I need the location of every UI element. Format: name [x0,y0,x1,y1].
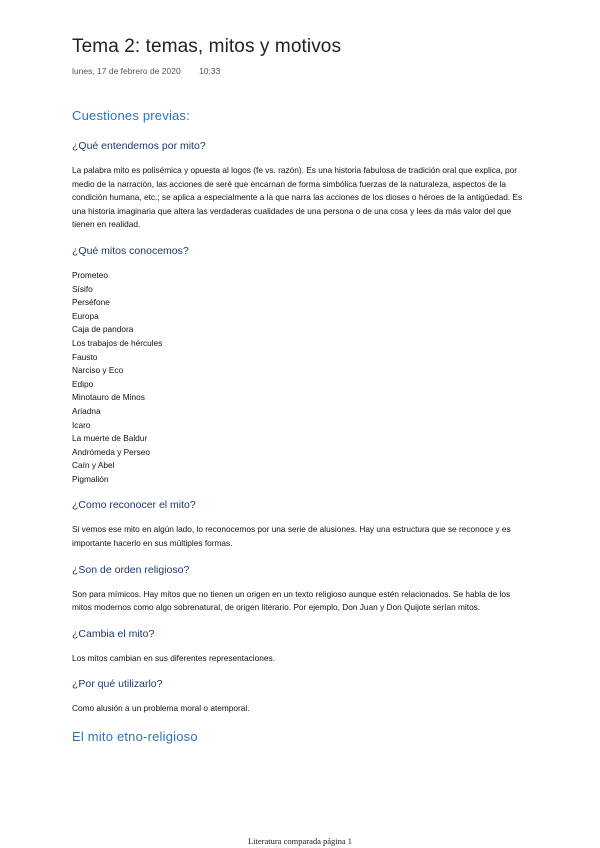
question-heading-6: ¿Por qué utilizarlo? [72,678,163,691]
list-item: Minotauro de Minos [72,392,145,403]
list-item: Icaro [72,419,91,430]
page-date: lunes, 17 de febrero de 2020 [72,66,181,76]
question-answer-4: Son para mímicos. Hay mitos que no tienen un origen en un texto religioso aunque estén relacionados. Se habla de los mitos modernos como algo sobrenatural, de origen literario. Por ejemplo, Don Juan y Don Quijote serían mitos. [72,588,511,613]
question-heading-4: ¿Son de orden religioso? [72,563,190,576]
section-heading-cuestiones: Cuestiones previas: [72,108,190,123]
section-heading-etno: El mito etno-religioso [72,729,198,745]
list-item: Europa [72,310,99,321]
list-item: Narciso y Eco [72,365,124,376]
list-item: Los trabajos de hércules [72,337,163,348]
list-item: Fausto [72,351,98,362]
list-item: La muerte de Baldur [72,433,148,444]
myth-list [72,269,532,487]
question-answer-5: Los mitos cambian en sus diferentes representaciones. [72,652,275,663]
question-heading-1: ¿Qué entendemos por mito? [72,140,206,152]
question-answer-1: La palabra mito es polisémica y opuesta al logos (fe vs. razón). Es una historia fabulosa de tradición oral que explica, por medio de la narración, las acciones de seré que encarnan de forma simbólica fuerzas de la naturaleza, aspectos de la condición humana, etc.; se aplica a especialmente a la que narra las acciones de los dioses o héroes de la antigüedad. Es una historia imaginaria que altera las verdaderas cualidades de una persona o de una cosa y lees da más valor del que tienen en realidad. [72,165,523,230]
list-item: Andrómeda y Perseo [72,446,150,457]
page-time: 10:33 [199,66,221,76]
list-item: Pigmalión [72,473,109,484]
list-item: Sísifo [72,283,93,294]
question-answer-6: Como alusión a un problema moral o atemporal. [72,703,250,714]
question-answer-3: Si vemos ese mito en algún lado, lo reconocemos por una serie de alusiones. Hay una estructura que se reconoce y es importante hacerlo en sus múltiples formas. [72,524,511,549]
page-title: Tema 2: temas, mitos y motivos [72,36,342,57]
page-footer: Literatura comparada página 1 [247,836,353,846]
list-item: Prometeo [72,269,108,280]
question-heading-3: ¿Como reconocer el mito? [72,499,196,512]
question-heading-5: ¿Cambia el mito? [72,627,155,640]
list-item: Edipo [72,378,94,389]
list-item: Perséfone [72,297,110,308]
page-meta [72,66,220,76]
page-content [72,108,532,761]
list-item: Caín y Abel [72,460,115,471]
list-item: Ariadna [72,405,101,416]
list-item: Caja de pandora [72,324,134,335]
question-heading-2: ¿Qué mitos conocemos? [72,244,189,257]
